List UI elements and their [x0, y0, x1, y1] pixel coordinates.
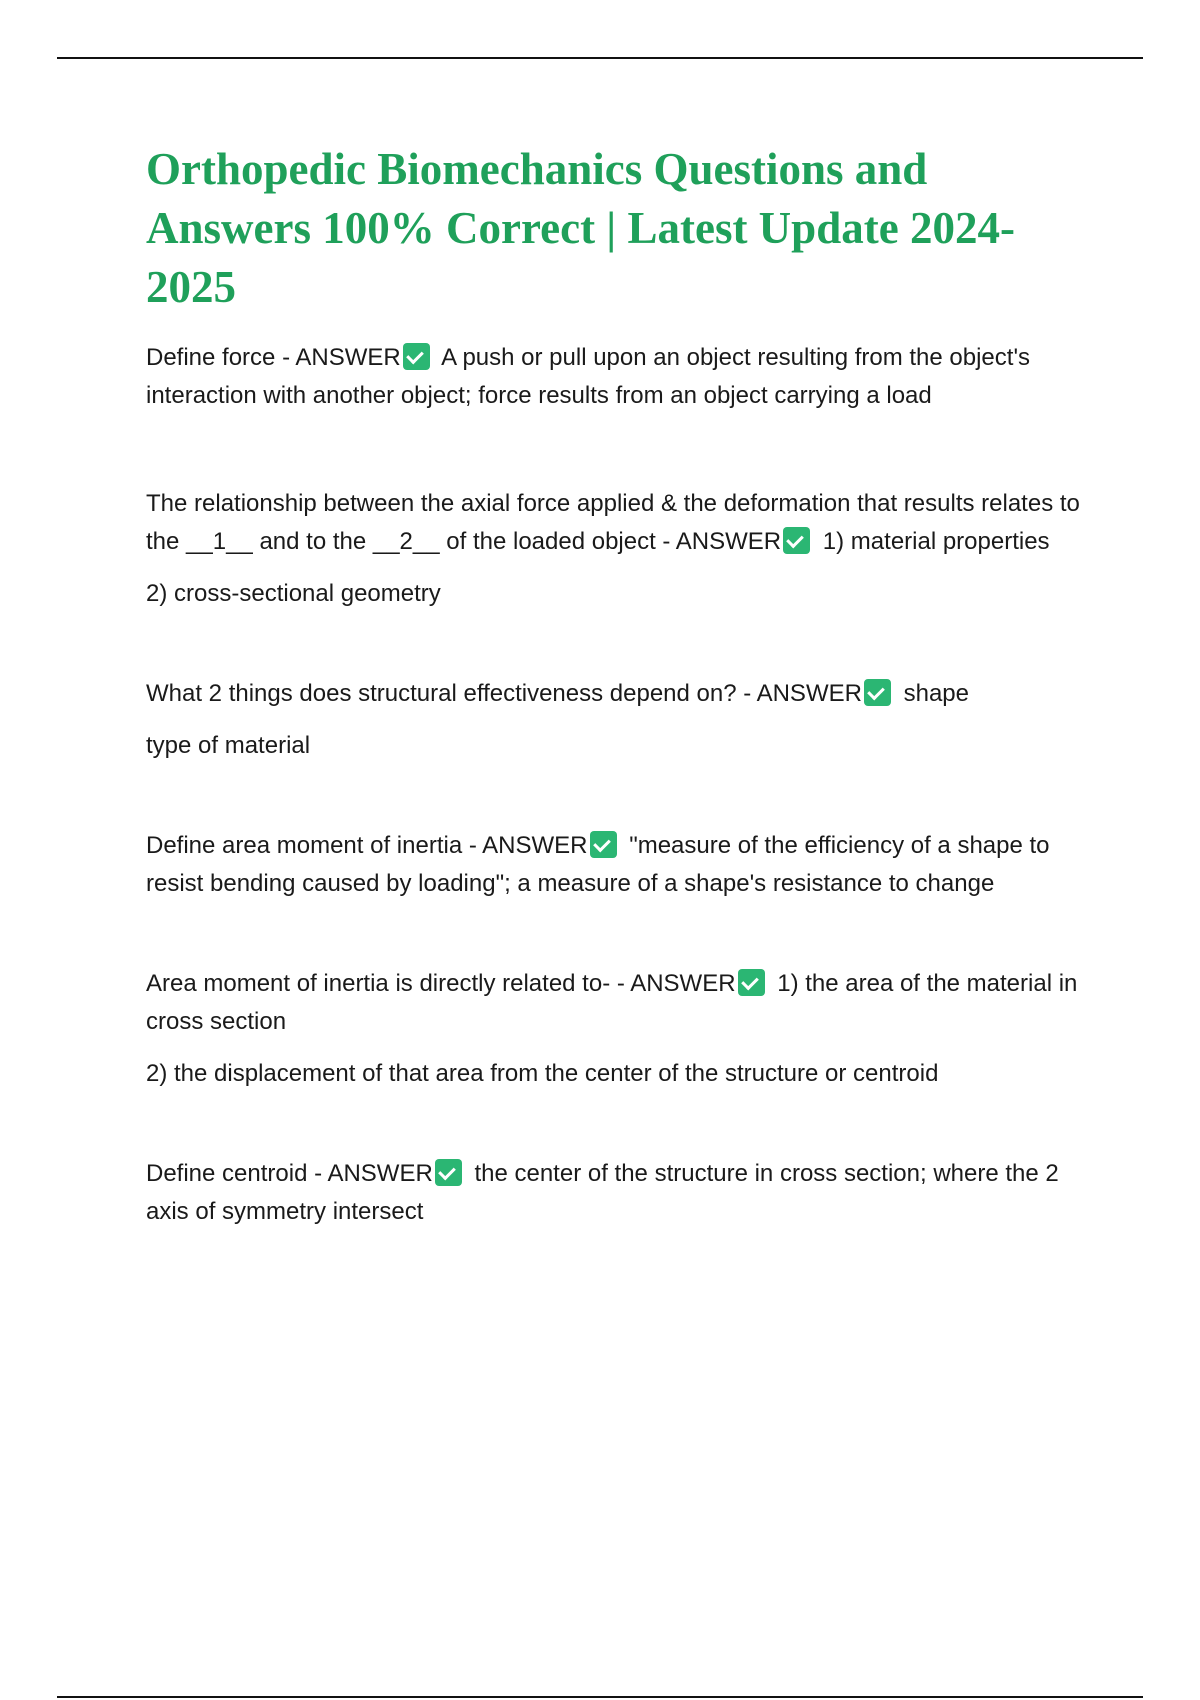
qa-item-1: [146, 339, 1096, 415]
qa-item-2: [146, 485, 1096, 613]
document-title: Orthopedic Biomechanics Questions and Answers 100% Correct | Latest Update 2024-2025: [146, 144, 1015, 312]
question-text: Define force -: [146, 344, 296, 371]
answer-label: ANSWER: [756, 680, 862, 707]
qa-item-5: [146, 965, 1096, 1093]
answer-continuation: type of material: [146, 732, 311, 759]
document-body: [146, 140, 1096, 1231]
answer-text: the center of the structure in cross section; where the 2 axis of symmetry intersect: [146, 1160, 1059, 1225]
answer-text: A push or pull upon an object resulting from the object's interaction with another object; force results from an object carrying a load: [146, 344, 1031, 409]
checkmark-icon: [864, 679, 891, 706]
answer-continuation: 2) cross-sectional geometry: [146, 580, 441, 607]
answer-text: "measure of the efficiency of a shape to resist bending caused by loading"; a measure of a shape's resistance to change: [146, 832, 1050, 897]
qa-item-3: [146, 675, 1096, 765]
checkmark-icon: [403, 343, 430, 370]
question-text: Define area moment of inertia -: [146, 832, 483, 859]
answer-label: ANSWER: [295, 344, 401, 371]
question-text: Area moment of inertia is directly related to- -: [146, 970, 631, 997]
answer-label: ANSWER: [482, 832, 588, 859]
answer-label: ANSWER: [327, 1160, 433, 1187]
question-text: What 2 things does structural effectiveness depend on? -: [146, 680, 757, 707]
answer-label: ANSWER: [675, 528, 782, 555]
checkmark-icon: [783, 527, 810, 554]
answer-label: ANSWER: [630, 970, 736, 997]
qa-item-4: [146, 827, 1096, 903]
bottom-rule: [57, 1696, 1143, 1698]
answer-text: shape: [903, 680, 969, 707]
checkmark-icon: [435, 1159, 462, 1186]
question-text: The relationship between the axial force applied & the deformation that results relates to the __1__ and to the __2__ of the loaded object -: [146, 490, 1080, 555]
answer-text: 1) the area of the material in cross section: [146, 970, 1078, 1035]
top-rule: [57, 57, 1143, 59]
checkmark-icon: [590, 831, 617, 858]
answer-text: 1) material properties: [822, 528, 1050, 555]
question-text: Define centroid -: [146, 1160, 328, 1187]
qa-item-6: [146, 1155, 1096, 1231]
answer-continuation: 2) the displacement of that area from the center of the structure or centroid: [146, 1060, 939, 1087]
checkmark-icon: [738, 969, 765, 996]
